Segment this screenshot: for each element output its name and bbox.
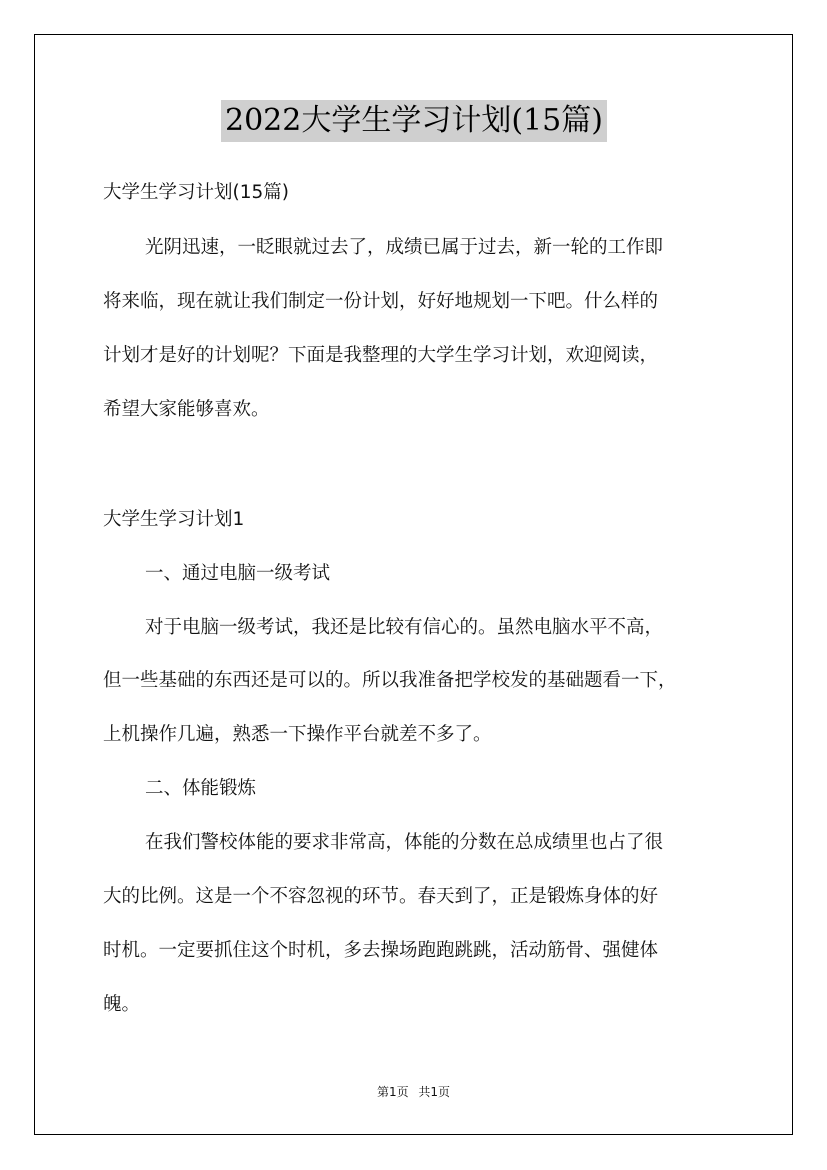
intro-line-1: 光阴迅速，一眨眼就过去了，成绩已属于过去，新一轮的工作即 [145, 237, 664, 258]
item1-body-line-2: 但一些基础的东西还是可以的。所以我准备把学校发的基础题看一下， [103, 670, 677, 691]
page-number: 第1页 [376, 1085, 409, 1099]
item1-body-line-1: 对于电脑一级考试，我还是比较有信心的。虽然电脑水平不高， [145, 617, 664, 638]
item2-body-line-3: 时机。一定要抓住这个时机，多去操场跑跑跳跳，活动筋骨、强健体 [103, 940, 659, 961]
item2-body-line-4: 魄。 [103, 994, 141, 1015]
intro-line-3: 计划才是好的计划呢？下面是我整理的大学生学习计划，欢迎阅读， [103, 345, 659, 366]
item2-body-line-2: 大的比例。这是一个不容忽视的环节。春天到了，正是锻炼身体的好 [103, 886, 659, 907]
item2-body-line-1: 在我们警校体能的要求非常高，体能的分数在总成绩里也占了很 [145, 832, 664, 853]
intro-line-4: 希望大家能够喜欢。 [103, 399, 270, 420]
item1-body-line-3: 上机操作几遍，熟悉一下操作平台就差不多了。 [103, 724, 492, 745]
intro-line-2: 将来临，现在就让我们制定一份计划，好好地规划一下吧。什么样的 [103, 291, 659, 312]
item1-heading: 一、通过电脑一级考试 [145, 563, 331, 584]
page-footer [0, 1083, 827, 1100]
document-subtitle: 大学生学习计划(15篇) [103, 182, 289, 203]
section-title: 大学生学习计划1 [103, 509, 245, 530]
document-title: 2022大学生学习计划(15篇) [221, 100, 607, 142]
item2-heading: 二、体能锻炼 [145, 778, 257, 799]
page-total: 共1页 [418, 1085, 451, 1099]
